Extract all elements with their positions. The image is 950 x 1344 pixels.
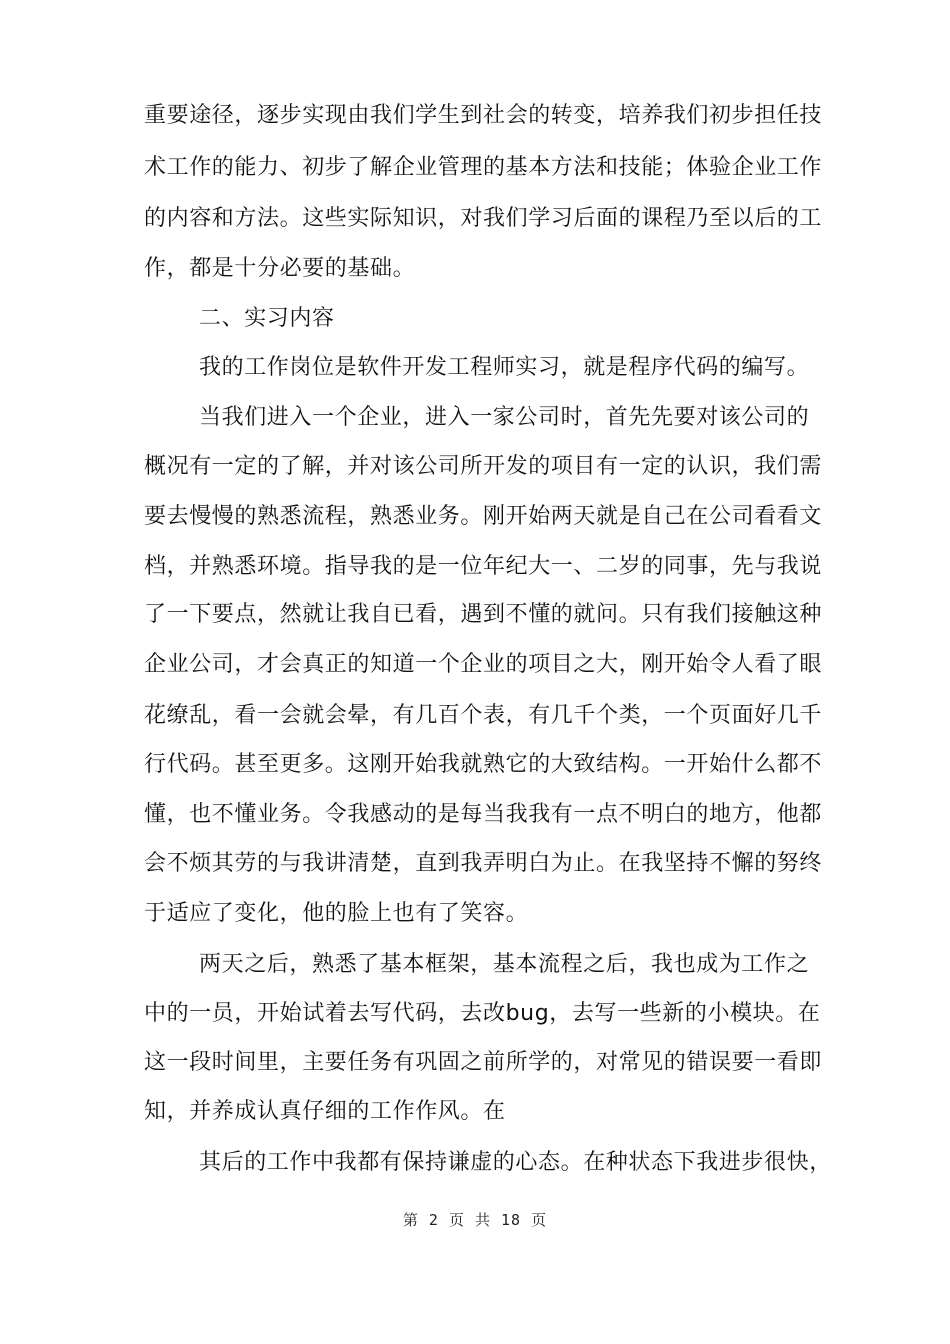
paragraph-line: 重要途径，逐步实现由我们学生到社会的转变，培养我们初步担任技 [144,103,823,128]
paragraph-line: 要去慢慢的熟悉流程，熟悉业务。刚开始两天就是自己在公司看看文 [144,504,823,529]
page-number-footer: 第 2 页 共 18 页 [402,1211,548,1229]
paragraph-line: 作，都是十分必要的基础。 [144,256,416,281]
paragraph-line: 概况有一定的了解，并对该公司所开发的项目有一定的认识，我们需 [144,454,823,479]
paragraph-line: 于适应了变化，他的脸上也有了笑容。 [144,901,529,926]
paragraph-line: 其后的工作中我都有保持谦虚的心态。在种状态下我进步很快， [199,1150,832,1175]
paragraph-line: 档，并熟悉环境。指导我的是一位年纪大一、二岁的同事，先与我说 [144,554,823,579]
paragraph-line: 这一段时间里，主要任务有巩固之前所学的，对常见的错误要一看即 [144,1050,823,1075]
section-heading: 二、实习内容 [199,306,335,331]
paragraph-line: 当我们进入一个企业，进入一家公司时，首先先要对该公司的 [199,405,810,430]
paragraph-line: 企业公司，才会真正的知道一个企业的项目之大，刚开始令人看了眼 [144,652,823,677]
paragraph-line: 花缭乱，看一会就会晕，有几百个表，有几千个类，一个页面好几千 [144,703,823,728]
paragraph-line: 行代码。甚至更多。这刚开始我就熟它的大致结构。一开始什么都不 [144,752,823,777]
paragraph-line: 中的一员，开始试着去写代码，去改bug，去写一些新的小模块。在 [144,1001,821,1026]
paragraph-line: 会不烦其劳的与我讲清楚，直到我弄明白为止。在我坚持不懈的努终 [144,851,823,876]
paragraph-line: 两天之后，熟悉了基本框架，基本流程之后，我也成为工作之 [199,952,810,977]
paragraph-line: 懂，也不懂业务。令我感动的是每当我我有一点不明白的地方，他都 [144,802,823,827]
paragraph-line: 的内容和方法。这些实际知识，对我们学习后面的课程乃至以后的工 [144,206,823,231]
paragraph-line: 我的工作岗位是软件开发工程师实习，就是程序代码的编写。 [199,355,810,380]
paragraph-line: 了一下要点，然就让我自已看，遇到不懂的就问。只有我们接触这种 [144,602,823,627]
paragraph-line: 知，并养成认真仔细的工作作风。在 [144,1099,506,1124]
paragraph-line: 术工作的能力、初步了解企业管理的基本方法和技能；体验企业工作 [144,155,823,180]
